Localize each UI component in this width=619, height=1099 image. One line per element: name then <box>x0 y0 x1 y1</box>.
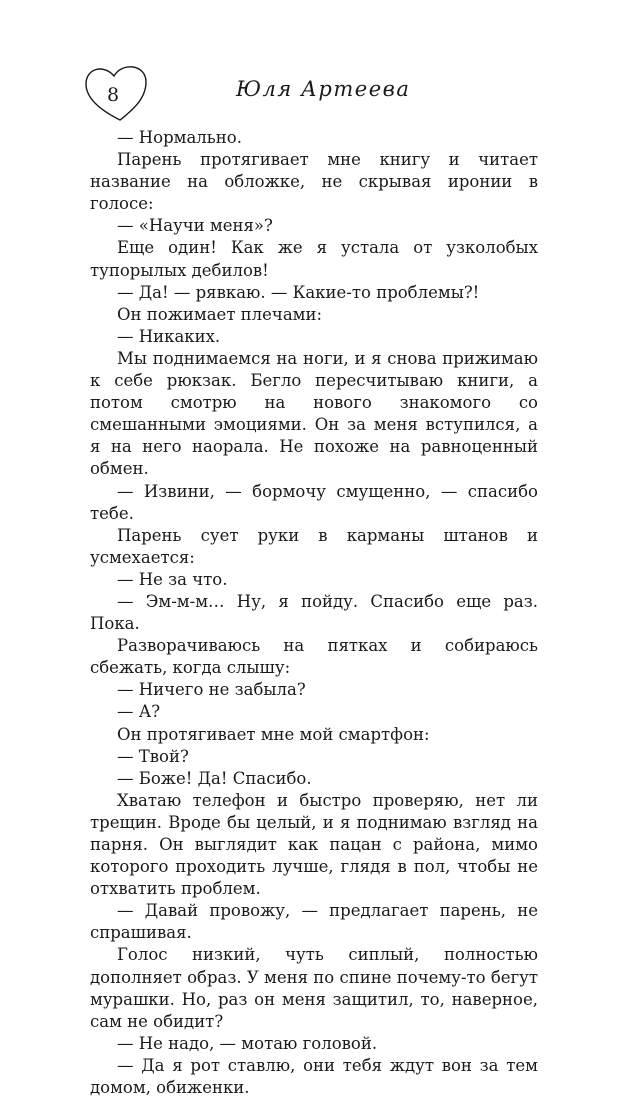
page-header <box>0 62 619 124</box>
paragraph: — Твой? <box>117 746 189 766</box>
paragraph: Он протягивает мне мой смартфон: <box>117 724 430 744</box>
paragraph: Хватаю телефон и быстро проверяю, нет ли трещин. Вроде бы целый, и я поднимаю взгляд на парня. Он выглядит как пацан с района, мимо которого проходить лучше, глядя в пол, чтобы не отхватить проблем. <box>90 790 538 899</box>
paragraph: — Да! — рявкаю. — Какие-то проблемы?! <box>117 282 480 302</box>
paragraph: — Эм-м-м… Ну, я пойду. Спасибо еще раз. Пока. <box>90 591 538 634</box>
paragraph: — Не надо, — мотаю головой. <box>117 1033 378 1053</box>
paragraph: — Извини, — бормочу смущенно, — спасибо тебе. <box>90 481 538 523</box>
paragraph: Парень протягивает мне книгу и читает название на обложке, не скрывая иронии в голосе: <box>90 150 538 214</box>
paragraph: Парень сует руки в карманы штанов и усмехается: <box>90 525 538 567</box>
paragraph: Разворачиваюсь на пятках и собираюсь сбежать, когда слышу: <box>90 636 538 678</box>
paragraph: — Да я рот ставлю, они тебя ждут вон за тем домом, обиженки. <box>90 1055 538 1098</box>
paragraph: — Ничего не забыла? <box>117 680 306 700</box>
paragraph: Голос низкий, чуть сиплый, полностью дополняет образ. У меня по спине почему-то бегут мурашки. Но, раз он меня защитил, то, наверное, сам не обидит? <box>90 945 538 1031</box>
paragraph: Еще один! Как же я устала от узколобых тупорылых дебилов! <box>90 238 538 280</box>
paragraph: Мы поднимаемся на ноги, и я снова прижимаю к себе рюкзак. Бегло пересчитываю книги, а потом смотрю на нового знакомого со смешанными эмоциями. Он за меня вступился, а я на него наорала. Не похоже на равноценный обмен. <box>90 348 538 479</box>
paragraph: — Боже! Да! Спасибо. <box>117 768 312 788</box>
paragraph: — Никаких. <box>117 326 221 346</box>
paragraph: Он пожимает плечами: <box>117 304 323 324</box>
paragraph: — «Научи меня»? <box>117 216 273 236</box>
paragraph: — Не за что. <box>117 569 228 589</box>
page-number: 8 <box>106 84 120 106</box>
author-name: Юля Артеева <box>236 77 411 101</box>
body-text <box>90 127 538 1099</box>
paragraph: — Давай провожу, — предлагает парень, не спрашивая. <box>90 901 538 943</box>
paragraph: — Нормально. <box>117 128 242 147</box>
paragraph: — А? <box>117 702 161 722</box>
